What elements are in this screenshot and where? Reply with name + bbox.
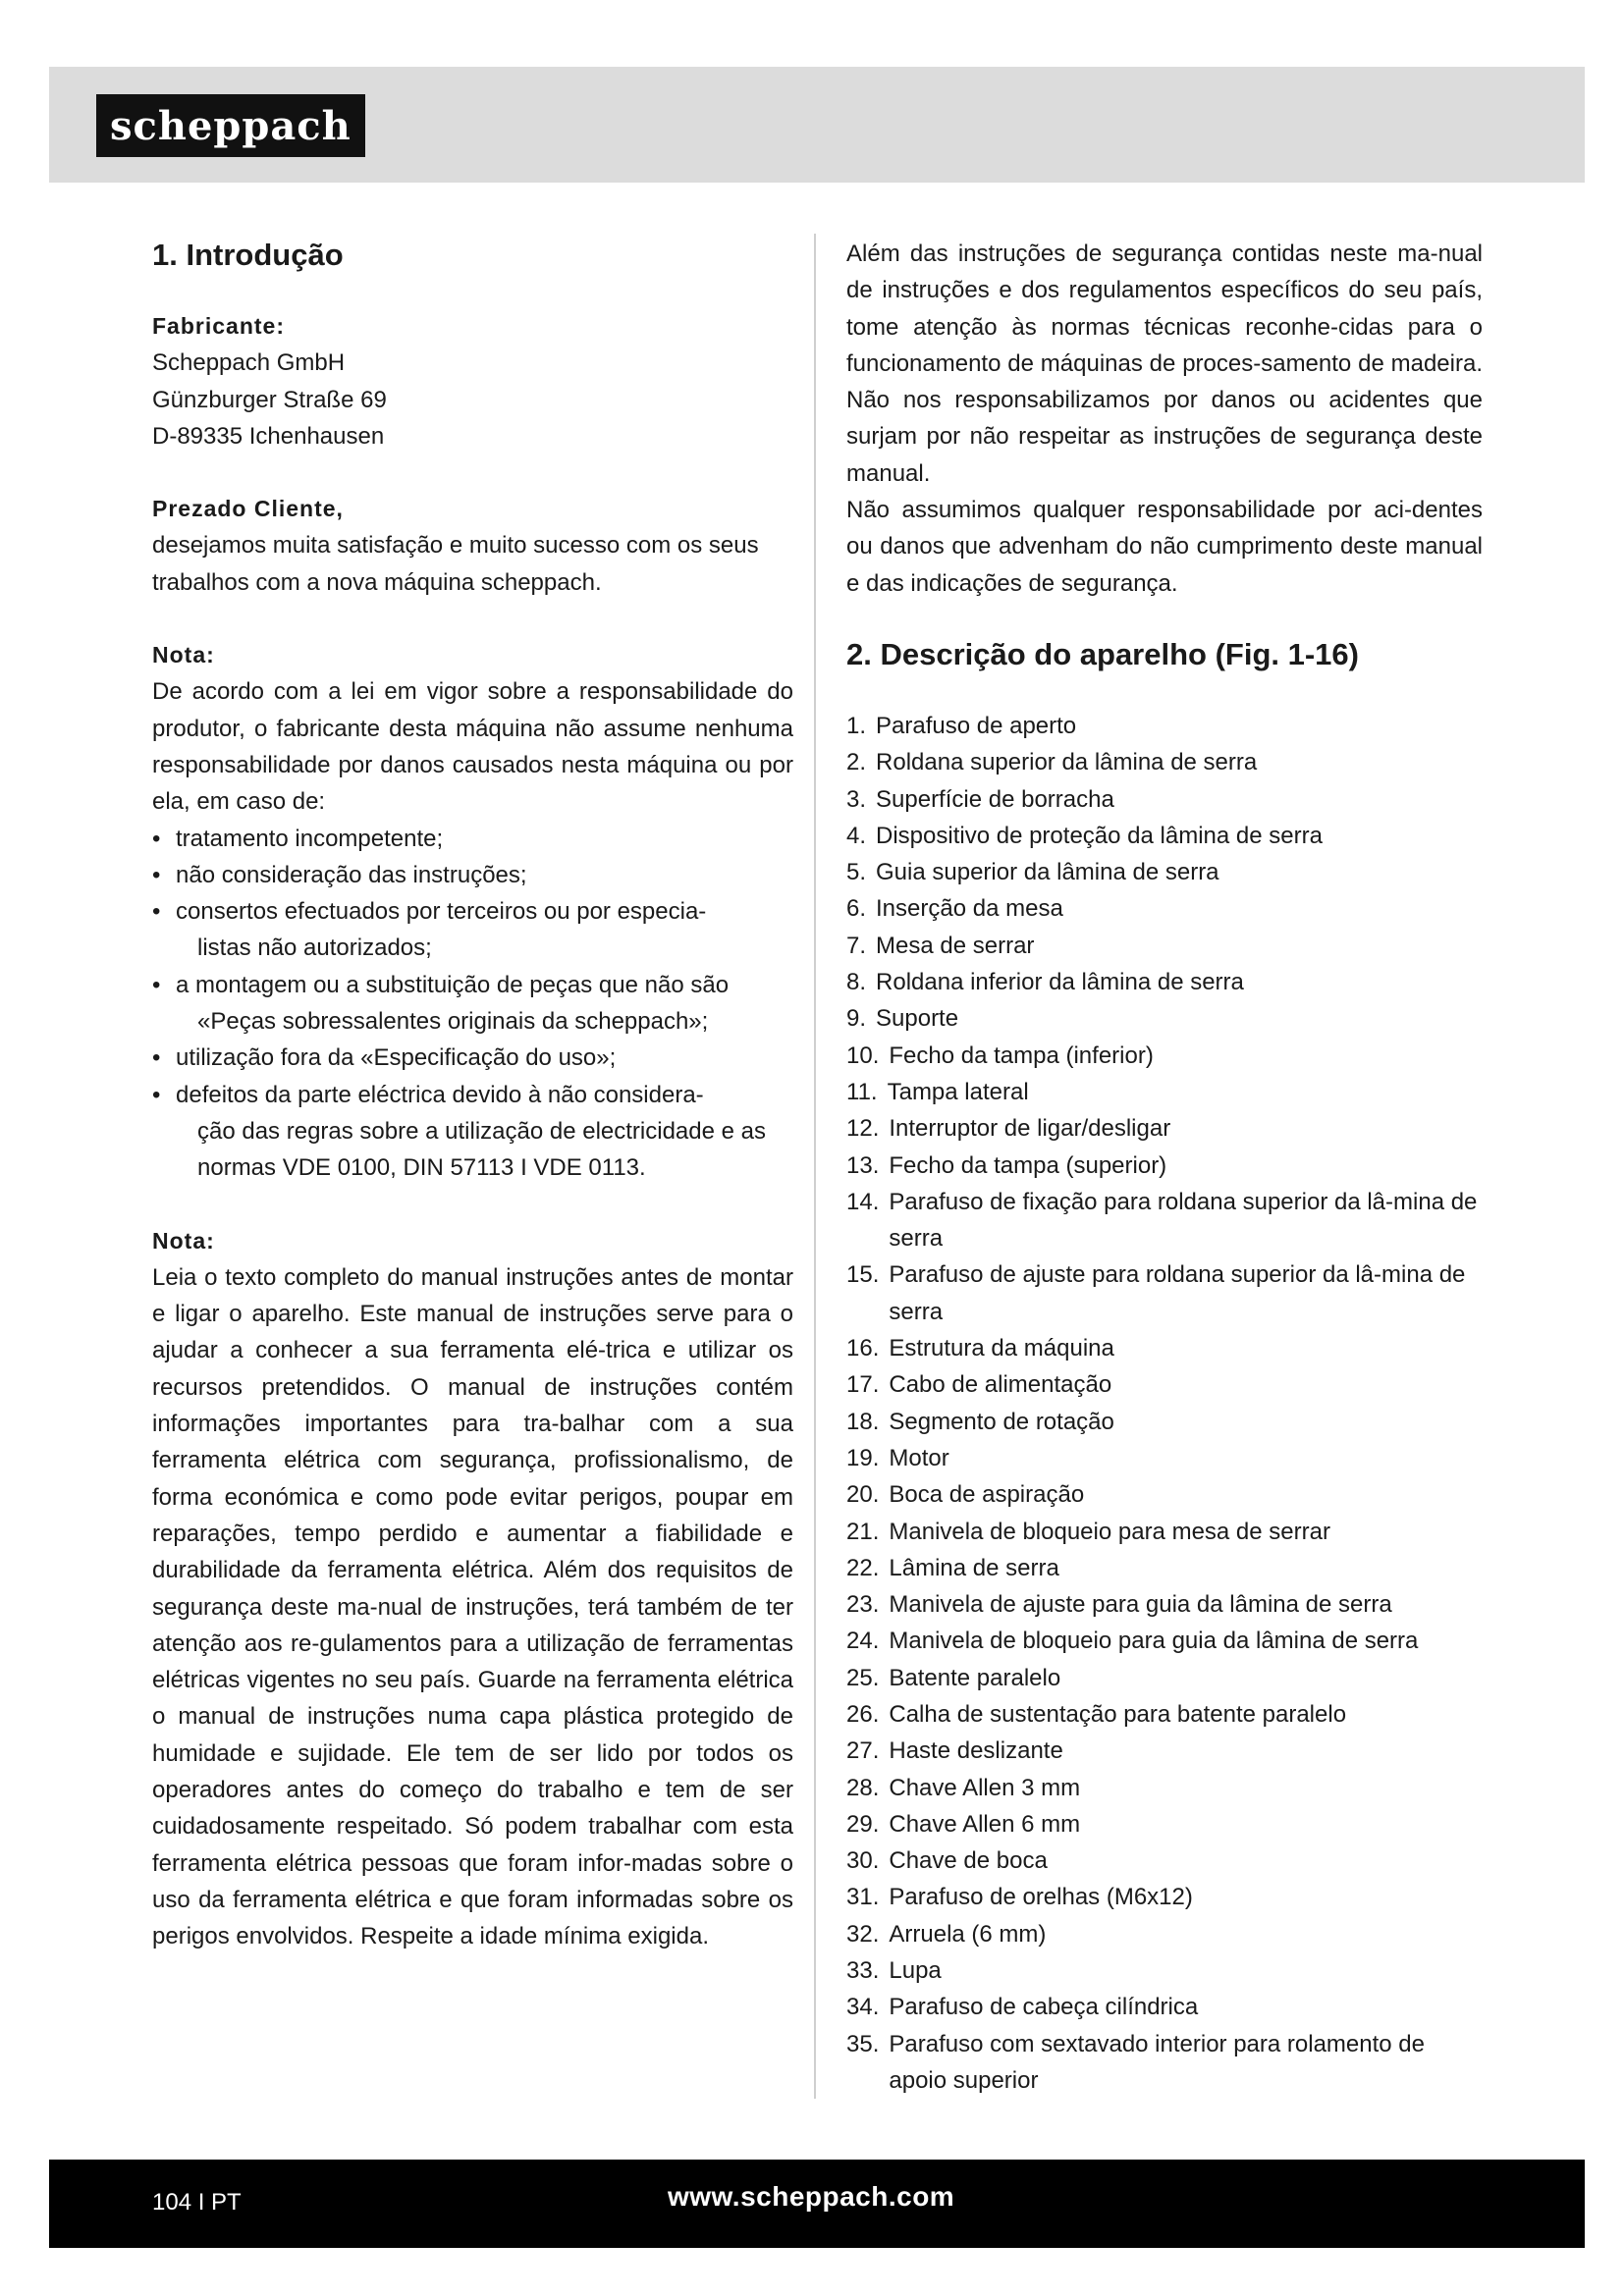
item-number: 19. xyxy=(846,1444,880,1471)
list-item xyxy=(846,1952,1483,1989)
manufacturer-line: Scheppach GmbH xyxy=(152,349,346,377)
item-text: Cabo de alimentação xyxy=(889,1371,1112,1399)
item-text: Parafuso de fixação para roldana superior da lâ-mina de serra xyxy=(889,1188,1478,1253)
item-number: 13. xyxy=(846,1151,880,1179)
item-number: 24. xyxy=(846,1628,880,1655)
list-item xyxy=(846,1476,1483,1513)
list-item xyxy=(846,818,1483,854)
item-number: 28. xyxy=(846,1774,880,1801)
item-text: Segmento de rotação xyxy=(889,1408,1114,1435)
item-text: Manivela de bloqueio para mesa de serrar xyxy=(889,1518,1330,1545)
item-number: 7. xyxy=(846,932,867,959)
right-column xyxy=(846,236,1483,2099)
item-number: 3. xyxy=(846,785,867,813)
item-text: Lâmina de serra xyxy=(889,1554,1059,1581)
item-number: 32. xyxy=(846,1920,880,1948)
item-text: Parafuso de aperto xyxy=(876,712,1077,739)
list-item xyxy=(846,1586,1483,1623)
list-item xyxy=(846,854,1483,890)
list-item xyxy=(846,1916,1483,1952)
list-item xyxy=(846,1842,1483,1879)
item-text: Dispositivo de proteção da lâmina de serra xyxy=(876,822,1323,849)
item-text: Haste deslizante xyxy=(889,1737,1063,1765)
item-number: 12. xyxy=(846,1115,880,1143)
page-footer xyxy=(49,2160,1585,2248)
item-number: 23. xyxy=(846,1591,880,1619)
item-number: 10. xyxy=(846,1041,880,1069)
list-item xyxy=(846,928,1483,964)
list-item xyxy=(846,1440,1483,1476)
manufacturer-label: Fabricante: xyxy=(152,313,285,339)
item-number: 25. xyxy=(846,1664,880,1691)
intro-title: 1. Introdução xyxy=(152,238,344,272)
list-item: • tratamento incompetente; xyxy=(152,821,793,857)
parts-list xyxy=(846,708,1483,2099)
list-item xyxy=(846,964,1483,1000)
item-text: Roldana inferior da lâmina de serra xyxy=(876,969,1244,996)
item-text: Boca de aspiração xyxy=(889,1481,1085,1509)
item-number: 29. xyxy=(846,1810,880,1838)
item-number: 6. xyxy=(846,895,867,923)
item-number: 30. xyxy=(846,1847,880,1875)
item-text: Interruptor de ligar/desligar xyxy=(889,1115,1171,1143)
note-label: Nota: xyxy=(152,642,215,668)
item-number: 33. xyxy=(846,1957,880,1985)
manufacturer-line: Günzburger Straße 69 xyxy=(152,386,387,413)
item-text: Parafuso de orelhas (M6x12) xyxy=(889,1884,1193,1911)
list-item xyxy=(846,1623,1483,1659)
column-divider xyxy=(814,234,816,2099)
item-number: 16. xyxy=(846,1335,880,1362)
item-number: 5. xyxy=(846,859,867,886)
item-text: Roldana superior da lâmina de serra xyxy=(876,749,1258,776)
item-number: 14. xyxy=(846,1188,880,1215)
list-item: • utilização fora da «Especificação do uso»; xyxy=(152,1040,793,1076)
item-text: Fecho da tampa (inferior) xyxy=(889,1041,1154,1069)
item-text: Chave de boca xyxy=(889,1847,1048,1875)
list-item xyxy=(846,1404,1483,1440)
note-label: Nota: xyxy=(152,1227,215,1254)
list-item xyxy=(846,1879,1483,1915)
list-item xyxy=(846,1806,1483,1842)
list-item xyxy=(846,1660,1483,1696)
item-number: 21. xyxy=(846,1518,880,1545)
item-text: Superfície de borracha xyxy=(876,785,1114,813)
item-text: Fecho da tampa (superior) xyxy=(889,1151,1167,1179)
list-item xyxy=(846,1110,1483,1147)
item-text: Manivela de bloqueio para guia da lâmina de serra xyxy=(889,1628,1419,1655)
item-text: Parafuso de ajuste para roldana superior da lâ-mina de serra xyxy=(889,1261,1466,1325)
list-item: • não consideração das instruções; xyxy=(152,857,793,893)
item-number: 17. xyxy=(846,1371,880,1399)
item-number: 2. xyxy=(846,749,867,776)
note-text: De acordo com a lei em vigor sobre a responsabilidade do produtor, o fabricante desta máquina não assume nenhuma responsabilidade por danos causados nesta máquina ou por ela, em caso de: xyxy=(152,678,793,816)
list-item xyxy=(846,1696,1483,1733)
item-text: Motor xyxy=(889,1444,949,1471)
list-item xyxy=(846,1989,1483,2025)
list-item xyxy=(846,1074,1483,1110)
item-text: Suporte xyxy=(876,1005,959,1033)
item-number: 27. xyxy=(846,1737,880,1765)
item-text: Calha de sustentação para batente paralelo xyxy=(889,1700,1347,1728)
item-number: 8. xyxy=(846,969,867,996)
item-number: 11. xyxy=(846,1078,878,1105)
note-text: Leia o texto completo do manual instruções antes de montar e ligar o aparelho. Este manual de instruções serve para o ajudar a conhecer a sua ferramenta elé-trica e utilizar os recursos pretendidos. O manual de instruções contém informações importantes para tra-balhar com a sua ferramenta elétrica com segurança, profissionalismo, de forma económica e como pode evitar perigos, poupar em reparações, tempo perdido e aumentar a fiabilidade e durabilidade da ferramenta elétrica. Além dos requisitos de segurança deste ma-nual de instruções, terá também de ter atenção aos re-gulamentos para a utilização de ferramentas elétricas vigentes no seu país. Guarde na ferramenta elétrica o manual de instruções numa capa plástica protegido de humidade e sujidade. Ele tem de ser lido por todos os operadores antes do começo do trabalho e tem de ser cuidadosamente respeitado. Só podem trabalhar com esta ferramenta elétrica pessoas que foram infor-madas sobre o uso da ferramenta elétrica e que foram informadas sobre os perigos envolvidos. Respeite a idade mínima exigida. xyxy=(152,1263,793,1950)
list-item xyxy=(846,1148,1483,1184)
list-item xyxy=(846,890,1483,927)
item-text: Inserção da mesa xyxy=(876,895,1063,923)
list-item xyxy=(846,708,1483,744)
left-column xyxy=(152,236,793,1954)
item-number: 4. xyxy=(846,822,867,849)
item-text: Manivela de ajuste para guia da lâmina de serra xyxy=(889,1591,1392,1619)
list-item: • defeitos da parte eléctrica devido à não considera- ção das regras sobre a utilização de electricidade e as normas VDE 0100, DIN 57113 I VDE 0113. xyxy=(152,1077,793,1187)
item-text: Estrutura da máquina xyxy=(889,1335,1114,1362)
manufacturer-line: D-89335 Ichenhausen xyxy=(152,422,385,450)
item-text: Batente paralelo xyxy=(889,1664,1061,1691)
page-header xyxy=(49,67,1585,183)
list-item xyxy=(846,744,1483,780)
brand-logo: scheppach xyxy=(96,94,365,157)
list-item: • consertos efectuados por terceiros ou por especia- listas não autorizados; xyxy=(152,893,793,967)
website-link[interactable]: www.scheppach.com xyxy=(668,2181,955,2212)
list-item xyxy=(846,1038,1483,1074)
page-number: 104 I PT xyxy=(152,2189,242,2216)
item-text: Lupa xyxy=(889,1957,942,1985)
item-number: 9. xyxy=(846,1005,867,1033)
item-number: 18. xyxy=(846,1408,880,1435)
item-text: Chave Allen 6 mm xyxy=(889,1810,1081,1838)
item-number: 20. xyxy=(846,1481,880,1509)
liability-list xyxy=(152,821,793,1187)
item-text: Tampa lateral xyxy=(887,1078,1029,1105)
list-item xyxy=(846,1366,1483,1403)
item-text: Chave Allen 3 mm xyxy=(889,1774,1081,1801)
item-text: Mesa de serrar xyxy=(876,932,1035,959)
list-item xyxy=(846,1550,1483,1586)
item-number: 1. xyxy=(846,712,867,739)
liability-paragraph: Não assumimos qualquer responsabilidade por aci-dentes ou danos que advenham do não cumprimento deste manual e das indicações de segurança. xyxy=(846,497,1483,597)
dear-customer-label: Prezado Cliente, xyxy=(152,496,344,522)
item-text: Arruela (6 mm) xyxy=(889,1920,1047,1948)
safety-paragraph: Além das instruções de segurança contidas neste ma-nual de instruções e dos regulamentos específicos do seu país, tome atenção às normas técnicas reconhe-cidas para o funcionamento de máquinas de proces-samento de madeira. Não nos responsabilizamos por danos ou acidentes que surjam por não respeitar as instruções de segurança deste manual. xyxy=(846,240,1483,487)
dear-customer-text: desejamos muita satisfação e muito sucesso com os seus trabalhos com a nova máquina scheppach. xyxy=(152,532,759,596)
item-text: Parafuso de cabeça cilíndrica xyxy=(889,1994,1199,2021)
list-item xyxy=(846,1514,1483,1550)
list-item xyxy=(846,1256,1483,1330)
list-item xyxy=(846,1770,1483,1806)
item-number: 15. xyxy=(846,1261,880,1289)
item-number: 26. xyxy=(846,1700,880,1728)
list-item xyxy=(846,1733,1483,1769)
list-item: • a montagem ou a substituição de peças que não são «Peças sobressalentes originais da scheppach»; xyxy=(152,967,793,1041)
item-text: Guia superior da lâmina de serra xyxy=(876,859,1219,886)
item-text: Parafuso com sextavado interior para rolamento de apoio superior xyxy=(889,2030,1425,2094)
item-number: 35. xyxy=(846,2030,880,2057)
list-item xyxy=(846,2026,1483,2100)
description-title: 2. Descrição do aparelho (Fig. 1-16) xyxy=(846,636,1359,671)
item-number: 31. xyxy=(846,1884,880,1911)
list-item xyxy=(846,1000,1483,1037)
list-item xyxy=(846,781,1483,818)
item-number: 22. xyxy=(846,1554,880,1581)
list-item xyxy=(846,1330,1483,1366)
item-number: 34. xyxy=(846,1994,880,2021)
list-item xyxy=(846,1184,1483,1257)
